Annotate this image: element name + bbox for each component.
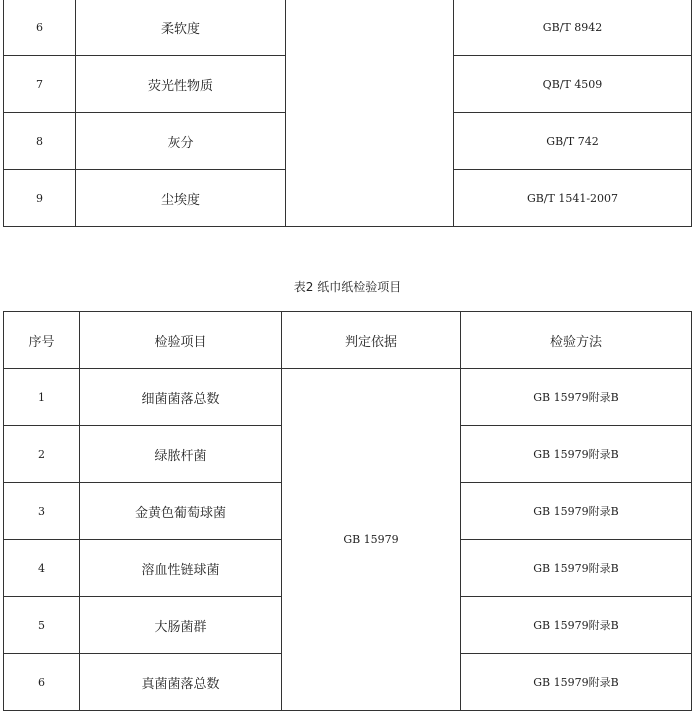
inspection-method: GB 15979附录B bbox=[461, 369, 692, 426]
row-number: 2 bbox=[4, 426, 80, 483]
row-number: 7 bbox=[4, 56, 76, 113]
table-row bbox=[4, 369, 692, 426]
inspection-item: 细菌菌落总数 bbox=[80, 369, 282, 426]
inspection-method: GB 15979附录B bbox=[461, 597, 692, 654]
header-no: 序号 bbox=[4, 312, 80, 369]
header-method: 检验方法 bbox=[461, 312, 692, 369]
inspection-item: 真菌菌落总数 bbox=[80, 654, 282, 711]
inspection-method: GB 15979附录B bbox=[461, 426, 692, 483]
inspection-item: 大肠菌群 bbox=[80, 597, 282, 654]
inspection-method: GB/T 8942 bbox=[454, 0, 692, 56]
header-item: 检验项目 bbox=[80, 312, 282, 369]
row-number: 9 bbox=[4, 170, 76, 227]
inspection-method: GB 15979附录B bbox=[461, 483, 692, 540]
inspection-method: GB 15979附录B bbox=[461, 540, 692, 597]
judgement-basis: GB 15979 bbox=[282, 369, 461, 711]
inspection-item: 尘埃度 bbox=[76, 170, 286, 227]
inspection-method: GB/T 742 bbox=[454, 113, 692, 170]
row-number: 5 bbox=[4, 597, 80, 654]
row-number: 4 bbox=[4, 540, 80, 597]
inspection-item: 绿脓杆菌 bbox=[80, 426, 282, 483]
table-2-caption: 表2 纸巾纸检验项目 bbox=[293, 280, 402, 294]
inspection-item: 溶血性链球菌 bbox=[80, 540, 282, 597]
inspection-method: GB/T 1541-2007 bbox=[454, 170, 692, 227]
row-number: 3 bbox=[4, 483, 80, 540]
inspection-item: 金黄色葡萄球菌 bbox=[80, 483, 282, 540]
row-number: 6 bbox=[4, 0, 76, 56]
inspection-method: QB/T 4509 bbox=[454, 56, 692, 113]
table-2 bbox=[3, 311, 692, 711]
row-number: 6 bbox=[4, 654, 80, 711]
header-basis: 判定依据 bbox=[282, 312, 461, 369]
inspection-method: GB 15979附录B bbox=[461, 654, 692, 711]
inspection-item: 柔软度 bbox=[76, 0, 286, 56]
row-number: 8 bbox=[4, 113, 76, 170]
inspection-item: 灰分 bbox=[76, 113, 286, 170]
table-row bbox=[4, 0, 692, 56]
header-row bbox=[4, 312, 692, 369]
inspection-item: 荧光性物质 bbox=[76, 56, 286, 113]
judgement-basis-cell bbox=[286, 0, 454, 227]
row-number: 1 bbox=[4, 369, 80, 426]
table-1 bbox=[3, 0, 692, 227]
